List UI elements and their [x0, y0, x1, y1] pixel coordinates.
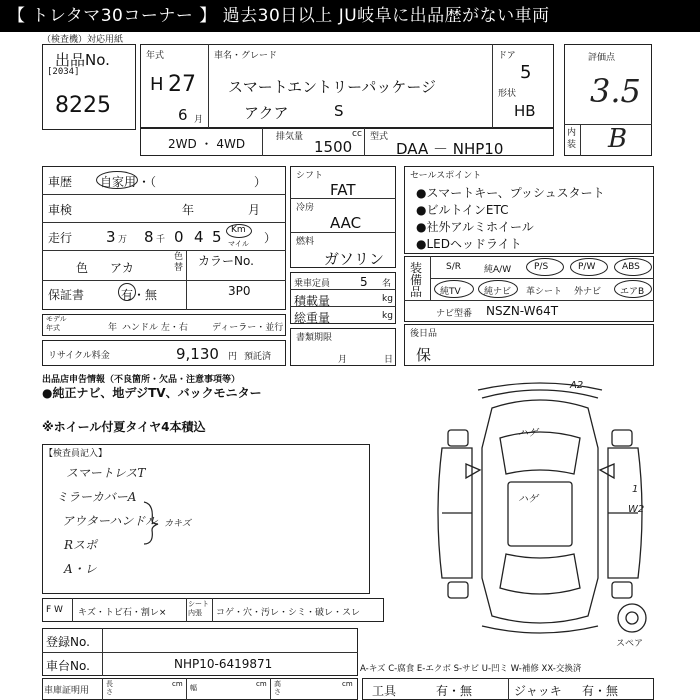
navi-label: ナビ型番	[436, 309, 473, 319]
shape-label: 形状	[498, 89, 517, 99]
jack-value: 有・無	[582, 684, 619, 698]
mark-a2: A2	[570, 380, 584, 391]
rear-item-box	[404, 324, 654, 366]
legend-seat-items: コゲ・穴・汚レ・シミ・破レ・スレ	[216, 608, 361, 618]
inspector-brace-note: カキズ	[164, 519, 191, 529]
fuel-value: ガソリン	[324, 250, 385, 268]
legend-seat-label: シート内張	[188, 600, 209, 617]
model-year-label: モデル年式	[46, 315, 67, 332]
recycle-unit: 円	[228, 352, 238, 362]
cert-label: 車庫証明用	[44, 686, 90, 696]
gross-label: 総重量	[294, 311, 331, 325]
history-label: 車歴	[48, 175, 73, 189]
mark-hood: ハゲ	[518, 428, 538, 439]
equip-ext-navi: 外ナビ	[574, 287, 602, 297]
mark-one: 1	[632, 484, 639, 495]
cert-unit-1: cm	[172, 680, 183, 688]
page-header: 【 トレタマ30コーナー 】 過去30日以上 JU岐阜に出品歴がない車両	[0, 0, 700, 32]
capacity-unit: 名	[382, 279, 392, 289]
history-suffix: ・（	[138, 175, 157, 189]
jack-label: ジャッキ	[514, 684, 562, 698]
recycle-label: リサイクル料金	[48, 351, 110, 361]
door-label: ドア	[498, 51, 516, 61]
model-year-year: 年	[108, 323, 118, 333]
shift-label: シフト	[296, 171, 324, 181]
sales-point-4: ●LEDヘッドライト	[416, 237, 522, 251]
equip-aw: 純A/W	[484, 265, 512, 275]
capacity-value: 5	[360, 275, 368, 289]
cert-row	[42, 678, 358, 700]
year-label: 年式	[146, 51, 165, 61]
equipment-label: 装備品	[410, 261, 423, 299]
mileage-mile: マイル	[228, 240, 249, 248]
displacement-value: 1500	[314, 138, 353, 156]
spare-label: スペア	[616, 639, 644, 648]
navi-value: NSZN-W64T	[486, 304, 559, 318]
damage-key: A-キズ C-腐食 E-エクボ S-サビ U-凹ミ W-補修 XX-交換済	[360, 664, 582, 674]
warranty-value: 有・無	[121, 288, 158, 302]
car-model-grade: S	[334, 102, 344, 120]
sales-label: セールスポイント	[410, 171, 482, 181]
sales-point-1: ●スマートキー、プッシュスタート	[416, 186, 605, 200]
ac-value: AAC	[330, 214, 362, 232]
equip-ps: P/S	[534, 262, 549, 272]
inspector-line-5: A・レ	[64, 562, 97, 576]
report-line-1: ●純正ナビ、地デジTV、バックモニター	[42, 386, 262, 400]
score-label: 評価点	[588, 53, 616, 63]
fuel-label: 燃料	[296, 237, 315, 247]
color-value: アカ	[110, 261, 134, 275]
legend-fw: F W	[46, 605, 63, 615]
sales-point-3: ●社外アルミホイール	[416, 220, 534, 234]
interior-label: 内装	[567, 128, 577, 150]
warranty-label: 保証書	[48, 288, 85, 302]
chassis-value: NHP10-6419871	[174, 657, 273, 671]
equip-airbag: エアB	[620, 287, 645, 297]
mileage-d1: 3	[106, 228, 116, 246]
year-value: 27	[168, 72, 196, 97]
docs-month: 月	[338, 355, 348, 365]
sales-point-2: ●ビルトインETC	[416, 203, 509, 217]
lot-box	[42, 44, 136, 130]
tools-label: 工具	[372, 684, 397, 698]
mark-roof: ハゲ	[518, 494, 538, 505]
inspection-month: 月	[248, 203, 261, 217]
mileage-d2: 8	[144, 228, 154, 246]
lot-number: 8225	[55, 93, 111, 118]
inspector-line-4: Rスポ	[64, 538, 98, 552]
color-number: 3P0	[228, 284, 251, 298]
shift-value: FAT	[330, 181, 356, 199]
door-value: 5	[520, 62, 532, 83]
cert-width: 幅	[190, 684, 197, 692]
equip-leather: 革シート	[526, 287, 563, 297]
drive-value: 2WD ・ 4WD	[168, 137, 246, 151]
car-model: アクア	[244, 104, 289, 122]
mileage-d4: 4	[194, 228, 204, 246]
load-unit: kg	[382, 294, 393, 304]
car-grade: スマートエントリーパッケージ	[228, 78, 437, 96]
registration-label: 登録No.	[46, 635, 90, 649]
inspector-line-3: アウターハンドル	[62, 514, 158, 528]
year-month-unit: 月	[194, 115, 204, 125]
legend-items: キズ・トビ石・割レ×	[78, 608, 167, 618]
mileage-close: ）	[264, 231, 277, 245]
recycle-note: 預託済	[244, 352, 272, 362]
lot-stamp: [2034]	[47, 67, 80, 77]
type-label: 型式	[370, 132, 389, 142]
color-label: 色	[76, 261, 89, 275]
color-number-label: カラーNo.	[198, 254, 254, 268]
history-close: ）	[254, 175, 267, 189]
mileage-u1: 万	[118, 235, 128, 245]
ac-label: 冷房	[296, 203, 315, 213]
score-value: 3.5	[590, 72, 641, 110]
mileage-u2: 千	[156, 235, 166, 245]
load-label: 積載量	[294, 294, 331, 308]
cert-unit-2: cm	[256, 680, 267, 688]
model-year-dealer: ディーラー・並行	[212, 323, 284, 333]
equip-sr: S/R	[446, 262, 461, 272]
equip-navi: 純ナビ	[484, 287, 512, 297]
interior-value: B	[608, 124, 628, 154]
mileage-km: Km	[231, 225, 246, 235]
history-value: 自家用	[100, 175, 137, 189]
capacity-label: 乗車定員	[294, 279, 331, 289]
docs-label: 書類期限	[296, 333, 333, 343]
car-label: 車名・グレード	[214, 51, 278, 61]
inspection-year: 年	[182, 203, 195, 217]
type-value: DAA － NHP10	[396, 140, 504, 158]
recycle-value: 9,130	[176, 345, 219, 363]
cert-unit-3: cm	[342, 680, 353, 688]
year-era: H	[150, 74, 164, 95]
mileage-label: 走行	[48, 231, 73, 245]
cert-height: 高さ	[274, 680, 281, 696]
docs-day: 日	[384, 355, 394, 365]
equip-abs: ABS	[622, 262, 640, 272]
displacement-unit: cc	[352, 129, 362, 139]
tools-value: 有・無	[436, 684, 473, 698]
lot-label: 出品No.	[55, 51, 110, 69]
displacement-label: 排気量	[276, 132, 304, 142]
shape-value: HB	[514, 102, 536, 120]
rear-item-label: 後日品	[410, 329, 438, 339]
year-month: 6	[178, 106, 188, 124]
car-diagram	[422, 378, 658, 648]
rear-item-value: 保	[416, 346, 432, 364]
inspector-brace	[140, 500, 160, 546]
inspector-line-2: ミラーカバーA	[56, 490, 137, 504]
cert-length: 長さ	[106, 680, 113, 696]
equip-tv: 純TV	[440, 287, 461, 297]
mark-w2: W2	[628, 504, 645, 515]
inspection-label: 車検	[48, 203, 73, 217]
gross-unit: kg	[382, 311, 393, 321]
report-line-2: ※ホイール付夏タイヤ4本積込	[42, 420, 206, 434]
mileage-d5: 5	[212, 228, 222, 246]
inspector-line-1: スマートレスT	[66, 466, 146, 480]
chassis-label: 車台No.	[46, 659, 90, 673]
model-year-handle: ハンドル 左・右	[122, 323, 188, 333]
equip-pw: P/W	[578, 262, 596, 272]
report-title: 出品店申告情報（不良箇所・欠品・注意事項等）	[42, 375, 241, 385]
top-note: （検査機）対応用紙	[42, 35, 124, 45]
color-change-label: 色替	[174, 252, 184, 273]
mileage-d3: 0	[174, 228, 184, 246]
inspector-label: 【検査員記入】	[44, 449, 108, 459]
